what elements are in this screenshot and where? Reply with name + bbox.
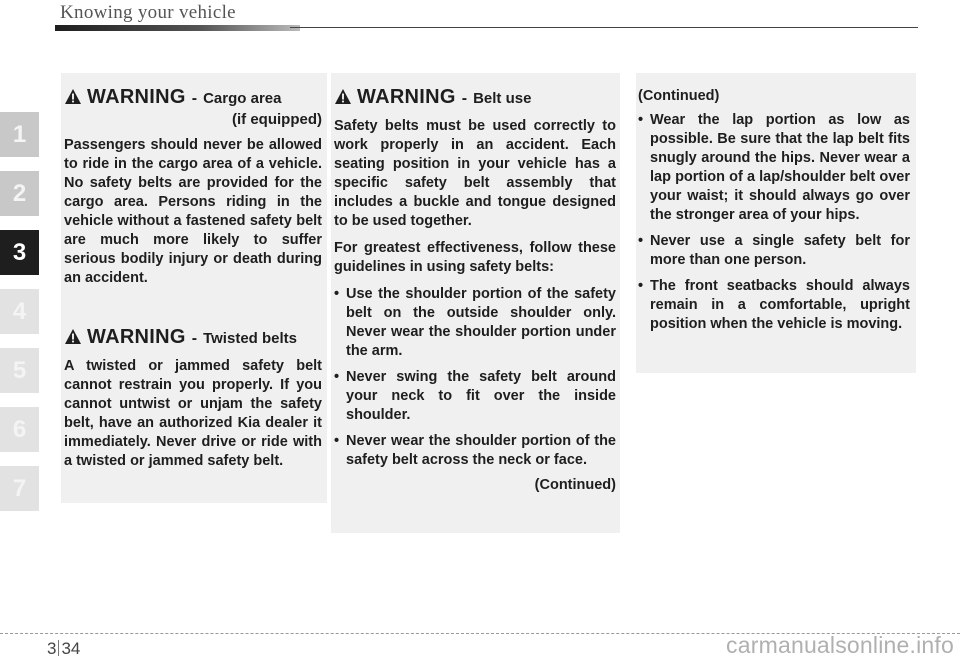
warning-heading-belt-use — [334, 86, 616, 109]
warning-heading-twisted — [64, 326, 322, 349]
warning-dash: - — [191, 330, 198, 347]
warning-triangle-icon — [334, 88, 352, 105]
warning-word: WARNING — [87, 86, 186, 108]
column-1 — [64, 86, 322, 296]
belt-use-bullet-list — [334, 285, 616, 470]
warning-body-cargo: Passengers should never be allowed to ride in the cargo area of a vehicle. No safety belts are provided for the cargo area. Persons riding in the vehicle without a fastened safety belt are much more likely to suffer serious bodily injury or death during an accident. — [64, 137, 322, 286]
list-item: • Use the shoulder portion of the safety belt on the outside shoulder only. Never wear the shoulder portion under the arm. — [334, 285, 616, 361]
chapter-tab-2[interactable]: 2 — [0, 171, 39, 216]
list-item: • Never wear the shoulder portion of the safety belt across the neck or face. — [334, 432, 616, 470]
list-item: • Never swing the safety belt around your neck to fit over the inside shoulder. — [334, 368, 616, 425]
page-number — [47, 639, 80, 659]
chapter-tab-6[interactable]: 6 — [0, 407, 39, 452]
list-item: • Wear the lap portion as low as possible. Be sure that the lap belt fits snugly around the hips. Never wear a lap portion of a lap/shoulder belt over your waist; it should always go over the stronger area of your hips. — [638, 111, 910, 225]
warning-heading-cargo — [64, 86, 322, 109]
chapter-tab-7[interactable]: 7 — [0, 466, 39, 511]
header-rule — [290, 27, 918, 28]
warning-triangle-icon — [64, 328, 82, 345]
belt-use-paragraph-1: Safety belts must be used correctly to work properly in an accident. Each seating position in your vehicle has a specific safety belt assembly that includes a buckle and tongue designed to be used together. — [334, 118, 616, 229]
warning-topic: Cargo area — [203, 90, 282, 107]
page-number-separator — [58, 640, 59, 656]
belt-use-paragraph-2: For greatest effectiveness, follow these guidelines in using safety belts: — [334, 240, 616, 275]
warning-word: WARNING — [87, 326, 186, 348]
chapter-tab-3-active[interactable]: 3 — [0, 230, 39, 275]
chapter-tab-4[interactable]: 4 — [0, 289, 39, 334]
header-bar-thick — [55, 25, 300, 31]
continued-label: (Continued) — [534, 477, 616, 493]
list-item: • Never use a single safety belt for more than one person. — [638, 232, 910, 270]
warning-dash: - — [461, 90, 468, 107]
warning-word: WARNING — [357, 86, 456, 108]
warning-subtitle: (if equipped) — [232, 111, 322, 128]
column-1-lower — [64, 326, 322, 479]
chapter-tab-5[interactable]: 5 — [0, 348, 39, 393]
warning-topic: Twisted belts — [203, 330, 297, 347]
page-header-title: Knowing your vehicle — [60, 2, 236, 23]
watermark: carmanualsonline.info — [726, 632, 954, 658]
column-2 — [334, 86, 616, 493]
continued-label: (Continued) — [638, 88, 720, 104]
column-3 — [638, 88, 910, 341]
list-item: • The front seatbacks should always remain in a comfortable, upright position when the vehicle is moving. — [638, 277, 910, 334]
chapter-tabs — [0, 112, 44, 525]
warning-dash: - — [191, 90, 198, 107]
warning-topic: Belt use — [473, 90, 532, 107]
warning-body-twisted: A twisted or jammed safety belt cannot restrain you properly. If you cannot untwist or unjam the safety belt, have an authorized Kia dealer it immediately. Never drive or ride with a twisted or jammed safety belt. — [64, 358, 322, 469]
warning-triangle-icon — [64, 88, 82, 105]
chapter-tab-1[interactable]: 1 — [0, 112, 39, 157]
chapter-number: 3 — [47, 639, 57, 658]
page-index: 34 — [61, 639, 81, 658]
belt-use-bullet-list-continued — [638, 111, 910, 334]
